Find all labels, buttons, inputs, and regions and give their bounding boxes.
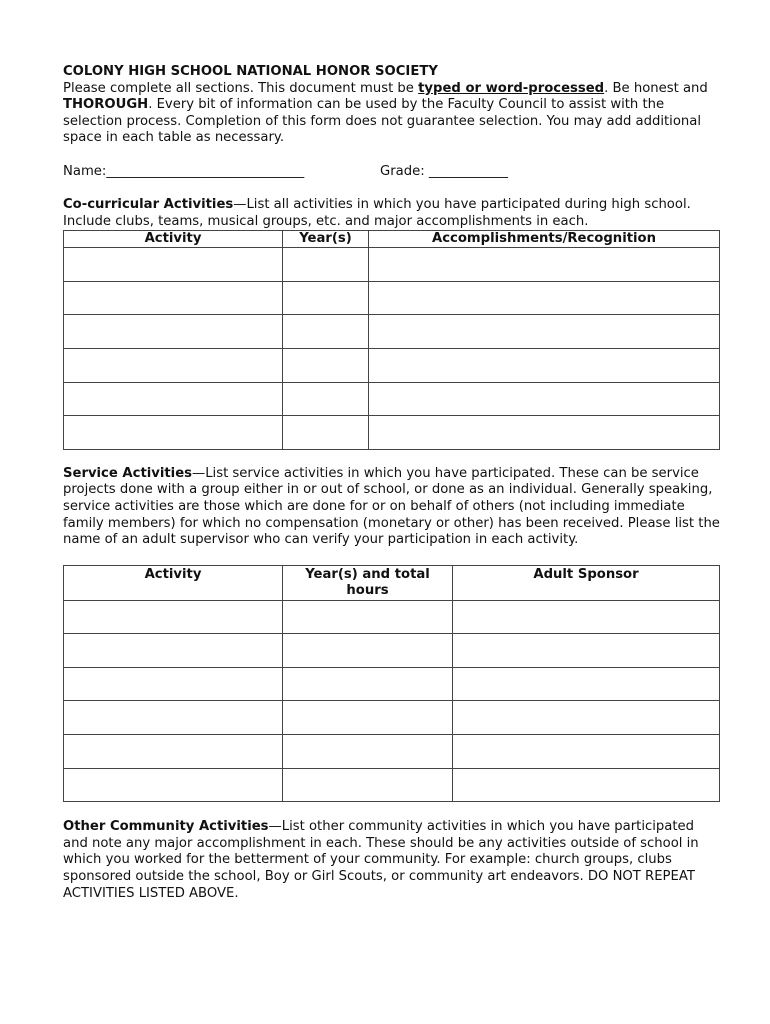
instructions-emphasis-thorough: THOROUGH	[63, 97, 149, 113]
table-row	[64, 315, 720, 349]
table-cell[interactable]	[453, 667, 720, 701]
name-field[interactable]: Name:______________________________	[63, 163, 305, 179]
table-cell[interactable]	[453, 634, 720, 668]
table-cell[interactable]	[283, 281, 369, 315]
instructions-part-2: . Be honest and	[604, 80, 708, 96]
table-cell[interactable]	[64, 382, 283, 416]
service-text: —List service activities in which you have participated. These can be service projects done with a group either in or out of school, or done as an individual. Generally speaking, service activities are those which are done for or on behalf of others (not including immediate family members) for which no compensation (monetary or other) has been received. Please list the name of an adult supervisor who can verify your participation in each activity.	[63, 465, 720, 548]
service-table	[63, 565, 720, 803]
table-cell[interactable]	[369, 315, 720, 349]
table-cell[interactable]	[283, 382, 369, 416]
table-cell[interactable]	[64, 248, 283, 282]
table-row	[64, 348, 720, 382]
column-header-years: Year(s)	[283, 231, 369, 248]
community-intro	[63, 819, 723, 902]
table-cell[interactable]	[64, 348, 283, 382]
column-header-years-hours: Year(s) and total hours	[283, 565, 453, 600]
table-cell[interactable]	[64, 315, 283, 349]
cocurricular-table	[63, 230, 720, 450]
column-header-activity: Activity	[64, 231, 283, 248]
table-cell[interactable]	[453, 768, 720, 802]
table-row	[64, 248, 720, 282]
table-cell[interactable]	[64, 735, 283, 769]
form-page	[63, 64, 723, 902]
instructions-part-3: . Every bit of information can be used by the Faculty Council to assist with the selection process. Completion of this form does not guarantee selection. You may add additional space in each table as necessary.	[63, 97, 702, 146]
table-cell[interactable]	[64, 768, 283, 802]
grade-field[interactable]: Grade: ____________	[380, 163, 508, 179]
table-cell[interactable]	[64, 281, 283, 315]
table-cell[interactable]	[64, 667, 283, 701]
instructions-part-1: Please complete all sections. This document must be	[63, 80, 419, 96]
table-row	[64, 667, 720, 701]
table-cell[interactable]	[64, 600, 283, 634]
column-header-adult-sponsor: Adult Sponsor	[453, 565, 720, 600]
table-row	[64, 416, 720, 450]
table-cell[interactable]	[283, 348, 369, 382]
table-cell[interactable]	[453, 600, 720, 634]
service-heading: Service Activities	[63, 465, 192, 481]
table-cell[interactable]	[283, 667, 453, 701]
table-cell[interactable]	[369, 281, 720, 315]
table-header-row	[64, 231, 720, 248]
table-cell[interactable]	[369, 382, 720, 416]
form-title: COLONY HIGH SCHOOL NATIONAL HONOR SOCIETY	[63, 64, 438, 79]
table-cell[interactable]	[453, 735, 720, 769]
table-row	[64, 382, 720, 416]
table-cell[interactable]	[369, 248, 720, 282]
table-row	[64, 600, 720, 634]
table-cell[interactable]	[283, 248, 369, 282]
table-row	[64, 735, 720, 769]
table-cell[interactable]	[283, 768, 453, 802]
cocurricular-intro	[63, 197, 723, 230]
table-cell[interactable]	[64, 634, 283, 668]
table-cell[interactable]	[283, 634, 453, 668]
table-cell[interactable]	[283, 315, 369, 349]
table-cell[interactable]	[369, 416, 720, 450]
table-cell[interactable]	[453, 701, 720, 735]
cocurricular-heading: Co-curricular Activities	[63, 196, 234, 212]
column-header-accomplishments: Accomplishments/Recognition	[369, 231, 720, 248]
table-row	[64, 768, 720, 802]
instructions-emphasis-typed: typed or word-processed	[418, 80, 605, 96]
name-grade-line	[63, 164, 723, 181]
instructions	[63, 81, 723, 147]
table-cell[interactable]	[283, 600, 453, 634]
table-cell[interactable]	[283, 701, 453, 735]
table-cell[interactable]	[369, 348, 720, 382]
table-row	[64, 701, 720, 735]
column-header-activity: Activity	[64, 565, 283, 600]
table-header-row	[64, 565, 720, 600]
community-text: —List other community activities in which you have participated and note any major accomplishment in each. These should be any activities outside of school in which you worked for the betterment of your community. For example: church groups, clubs sponsored outside the school, Boy or Girl Scouts, or community art endeavors. DO NOT REPEAT ACTIVITIES LISTED ABOVE.	[63, 819, 699, 901]
table-cell[interactable]	[283, 735, 453, 769]
table-row	[64, 281, 720, 315]
cocurricular-text: —List all activities in which you have participated during high school. Include clubs, teams, musical groups, etc. and major accomplishments in each.	[63, 196, 691, 229]
community-heading: Other Community Activities	[63, 819, 269, 835]
table-cell[interactable]	[64, 416, 283, 450]
table-cell[interactable]	[64, 701, 283, 735]
table-cell[interactable]	[283, 416, 369, 450]
service-intro	[63, 466, 723, 549]
table-row	[64, 634, 720, 668]
